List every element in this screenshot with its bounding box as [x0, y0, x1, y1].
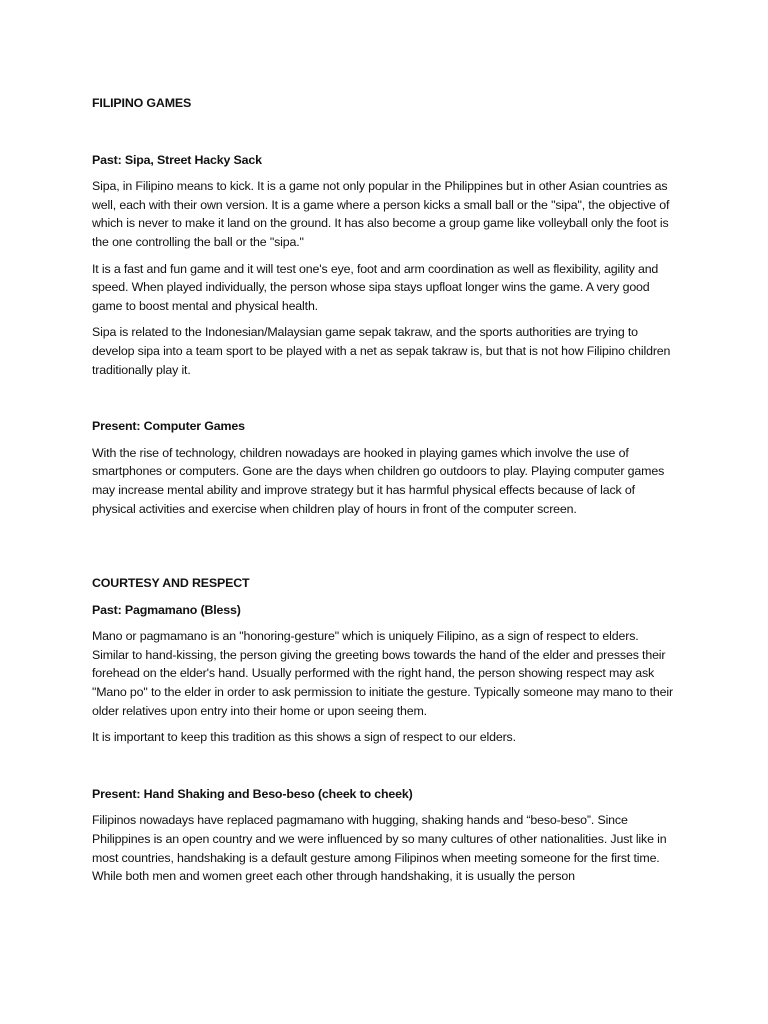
paragraph-computer-games: With the rise of technology, children nowadays are hooked in playing games which involve the use of smartphones or computers. Gone are the days when children go outdoors to play. Playing computer games may increase mental ability and improve strategy but it has harmful physical effects because of lack of physical activities and exercise when children play of hours in front of the computer screen. — [92, 445, 665, 516]
paragraph-hand-shaking: Filipinos nowadays have replaced pagmamano with hugging, shaking hands and “beso-beso”. Since Philippines is an open country and we were influenced by so many cultures of other nationalities. Just like in most countries, handshaking is a default gesture among Filipinos when meeting someone for the first time. While both men and women greet each other through handshaking, it is usually the person — [92, 813, 667, 884]
paragraph-pagmamano: Mano or pagmamano is an "honoring-gesture" which is uniquely Filipino, as a sign of respect to elders. Similar to hand-kissing, the person giving the greeting bows towards the hand of the elder and presses their forehead on the elder's hand. Usually performed with the right hand, the person showing respect may ask "Mano po" to the elder in order to ask permission to initiate the gesture. Typically someone may mano to their older relatives upon entry into their home or upon seeing them. — [92, 629, 673, 718]
subheading-past-sipa: Past: Sipa, Street Hacky Sack — [92, 152, 262, 167]
paragraph-sipa-intro: Sipa, in Filipino means to kick. It is a game not only popular in the Philippines but in other Asian countries as well, each with their own version. It is a game where a person kicks a small ball or the "sipa", the objective of which is never to make it land on the ground. It has also become a group game like volleyball only the foot is the one controlling the ball or the "sipa." — [92, 179, 670, 249]
section-heading-courtesy-and-respect: COURTESY AND RESPECT — [92, 576, 250, 591]
subheading-present-computer-games: Present: Computer Games — [92, 419, 245, 434]
section-heading-filipino-games: FILIPINO GAMES — [92, 96, 192, 110]
paragraph-sipa-sepak-takraw: Sipa is related to the Indonesian/Malaysian game sepak takraw, and the sports authorities are trying to develop sipa into a team sport to be played with a net as sepak takraw is, but that is not how Filipino children traditionally play it. — [92, 325, 671, 377]
subheading-present-hand-shaking: Present: Hand Shaking and Beso-beso (cheek to cheek) — [92, 786, 413, 801]
paragraph-keep-tradition: It is important to keep this tradition as this shows a sign of respect to our elders. — [92, 730, 516, 745]
paragraph-sipa-benefits: It is a fast and fun game and it will test one's eye, foot and arm coordination as well as flexibility, agility and speed. When played individually, the person whose sipa stays upfloat longer wins the game. A very good game to boost mental and physical health. — [92, 261, 659, 313]
subheading-past-pagmamano: Past: Pagmamano (Bless) — [92, 602, 241, 617]
document-body — [92, 94, 676, 886]
